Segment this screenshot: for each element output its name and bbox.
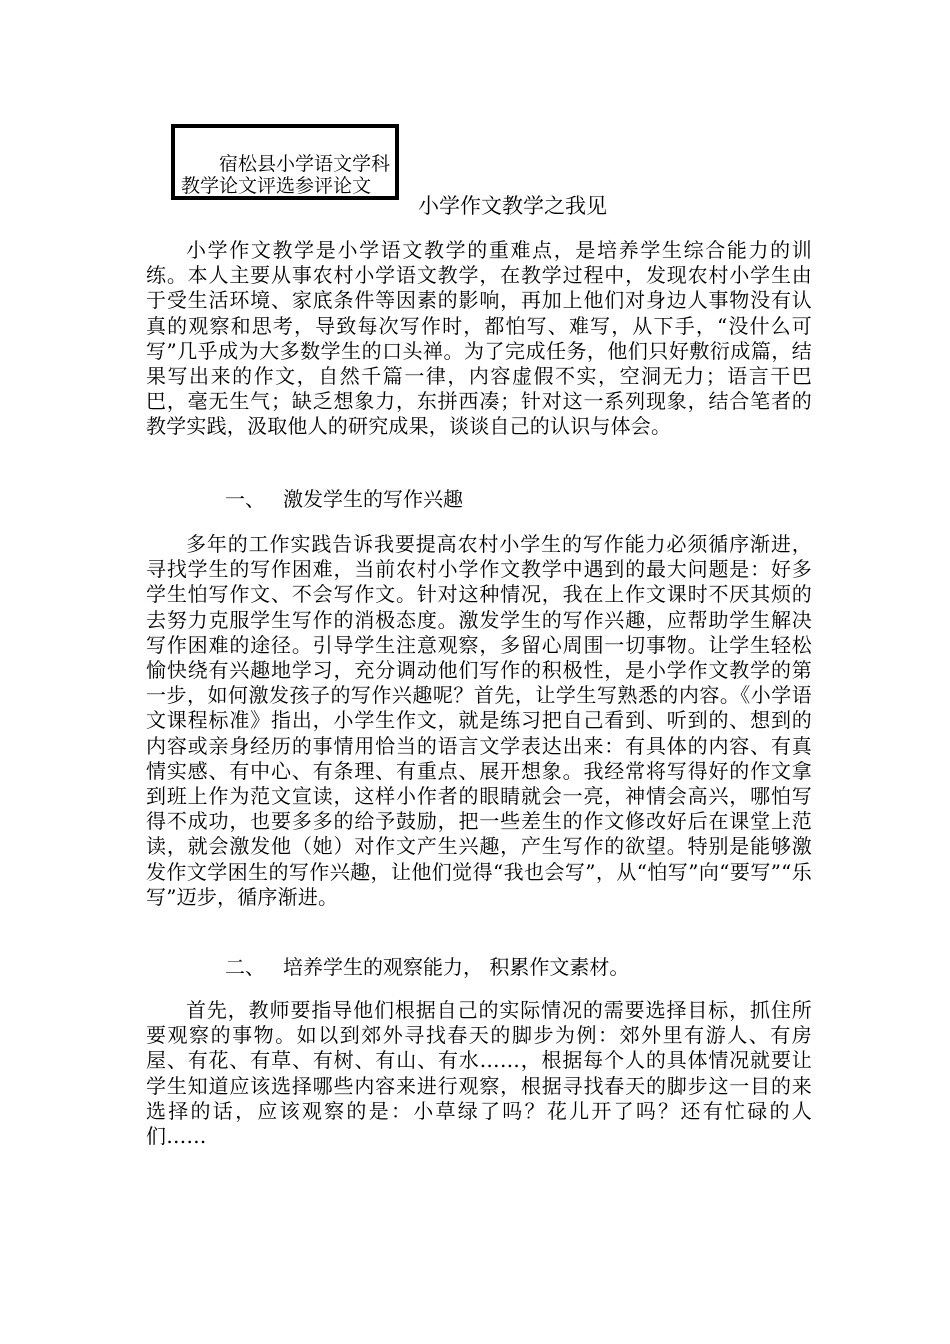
section-heading-2 [225,953,629,981]
section-heading-2-number: 二、 [225,955,265,979]
paragraph-section-2: 首先，教师要指导他们根据自己的实际情况的需要选择目标，抓住所要观察的事物。如以到郊外寻找春天的脚步为例：郊外里有游人、有房屋、有花、有草、有树、有山、有水……，根据每个人的具体情况就要让学生知道应该选择哪些内容来进行观察，根据寻找春天的脚步这一目的来选择的话，应该观察的是：小草绿了吗？花儿开了吗？还有忙碌的人们…… [146,998,812,1149]
stamp-line-2: 教学论文评选参评论文 [181,175,372,197]
section-1-paragraph-block [146,532,812,910]
paragraph-intro: 小学作文教学是小学语文教学的重难点，是培养学生综合能力的训练。本人主要从事农村小学语文教学，在教学过程中，发现农村小学生由于受生活环境、家底条件等因素的影响，再加上他们对身边人事物没有认真的观察和思考，导致每次写作时，都怕写、难写，从下手，“没什么可写”几乎成为大多数学生的口头禅。为了完成任务，他们只好敷衍成篇，结果写出来的作文，自然千篇一律，内容虚假不实，空洞无力；语言干巴巴，毫无生气；缺乏想象力，东拼西凑；针对这一系列现象，结合笔者的教学实践，汲取他人的研究成果，谈谈自己的认识与体会。 [146,238,812,439]
paragraph-section-1: 多年的工作实践告诉我要提高农村小学生的写作能力必须循序渐进，寻找学生的写作困难，当前农村小学作文教学中遇到的最大问题是：好多学生怕写作文、不会写作文。针对这种情况，我在上作文课时不厌其烦的去努力克服学生写作的消极态度。激发学生的写作兴趣，应帮助学生解决写作困难的途径。引导学生注意观察，多留心周围一切事物。让学生轻松愉快绕有兴趣地学习，充分调动他们写作的积极性，是小学作文教学的第一步，如何激发孩子的写作兴趣呢？首先，让学生写熟悉的内容。《小学语文课程标准》指出，小学生作文，就是练习把自己看到、听到的、想到的内容或亲身经历的事情用恰当的语言文学表达出来：有具体的内容、有真情实感、有中心、有条理、有重点、展开想象。我经常将写得好的作文拿到班上作为范文宣读，这样小作者的眼睛就会一亮，神情会高兴，哪怕写得不成功，也要多多的给予鼓励，把一些差生的作文修改好后在课堂上范读，就会激发他（她）对作文产生兴趣，产生写作的欲望。特别是能够激发作文学困生的写作兴趣，让他们觉得“我也会写”，从“怕写”向“要写”“乐写”迈步，循序渐进。 [146,532,812,909]
stamp-line-1: 宿松县小学语文学科 [219,153,391,175]
document-title: 小学作文教学之我见 [418,194,607,218]
section-heading-1-text: 激发学生的写作兴趣 [283,487,463,511]
section-heading-1 [225,485,463,513]
section-heading-2-text: 培养学生的观察能力， 积累作文素材。 [283,955,630,979]
intro-paragraph-block [146,238,812,440]
submission-stamp-box [171,124,399,200]
section-2-paragraph-block [146,998,812,1149]
section-heading-1-number: 一、 [225,487,265,511]
